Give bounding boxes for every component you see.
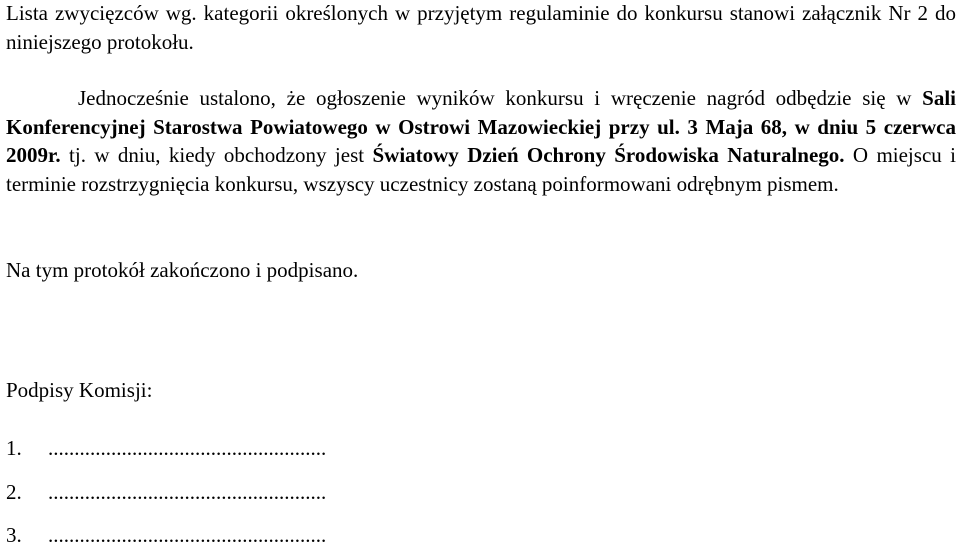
- signature-dots: .....................................................: [48, 523, 327, 547]
- paragraph-award-text-3: O miejscu i terminie rozstrzygnięcia konkursu, wszyscy uczestnicy zostaną poinformowani odrębnym pismem.: [6, 143, 956, 196]
- signatures-title: Podpisy Komisji:: [6, 378, 153, 402]
- paragraph-award-ceremony: [6, 84, 956, 198]
- paragraph-award-occasion: Światowy Dzień Ochrony Środowiska Naturalnego.: [372, 143, 845, 167]
- signature-number: 1.: [6, 436, 22, 460]
- signature-line: [6, 478, 326, 506]
- signature-dots: .....................................................: [48, 436, 327, 460]
- signature-line: [6, 521, 326, 549]
- signature-number: 2.: [6, 480, 22, 504]
- paragraph-award-location: Sali Konferencyjnej Starostwa Powiatowego w Ostrowi Mazowieckiej przy ul. 3 Maja 68, w dniu 5 czerwca 2009r.: [6, 86, 956, 167]
- signature-number: 3.: [6, 523, 22, 547]
- signature-line: [6, 434, 326, 462]
- paragraph-closing: Na tym protokół zakończono i podpisano.: [6, 258, 359, 282]
- paragraph-winners-list: Lista zwycięzców wg. kategorii określonych w przyjętym regulaminie do konkursu stanowi załącznik Nr 2 do niniejszego protokołu.: [6, 1, 956, 54]
- paragraph-award-text-1: Jednocześnie ustalono, że ogłoszenie wyników konkursu i wręczenie nagród odbędzie się w: [78, 86, 923, 110]
- signature-dots: .....................................................: [48, 480, 327, 504]
- paragraph-award-text-2: tj. w dniu, kiedy obchodzony jest: [60, 143, 373, 167]
